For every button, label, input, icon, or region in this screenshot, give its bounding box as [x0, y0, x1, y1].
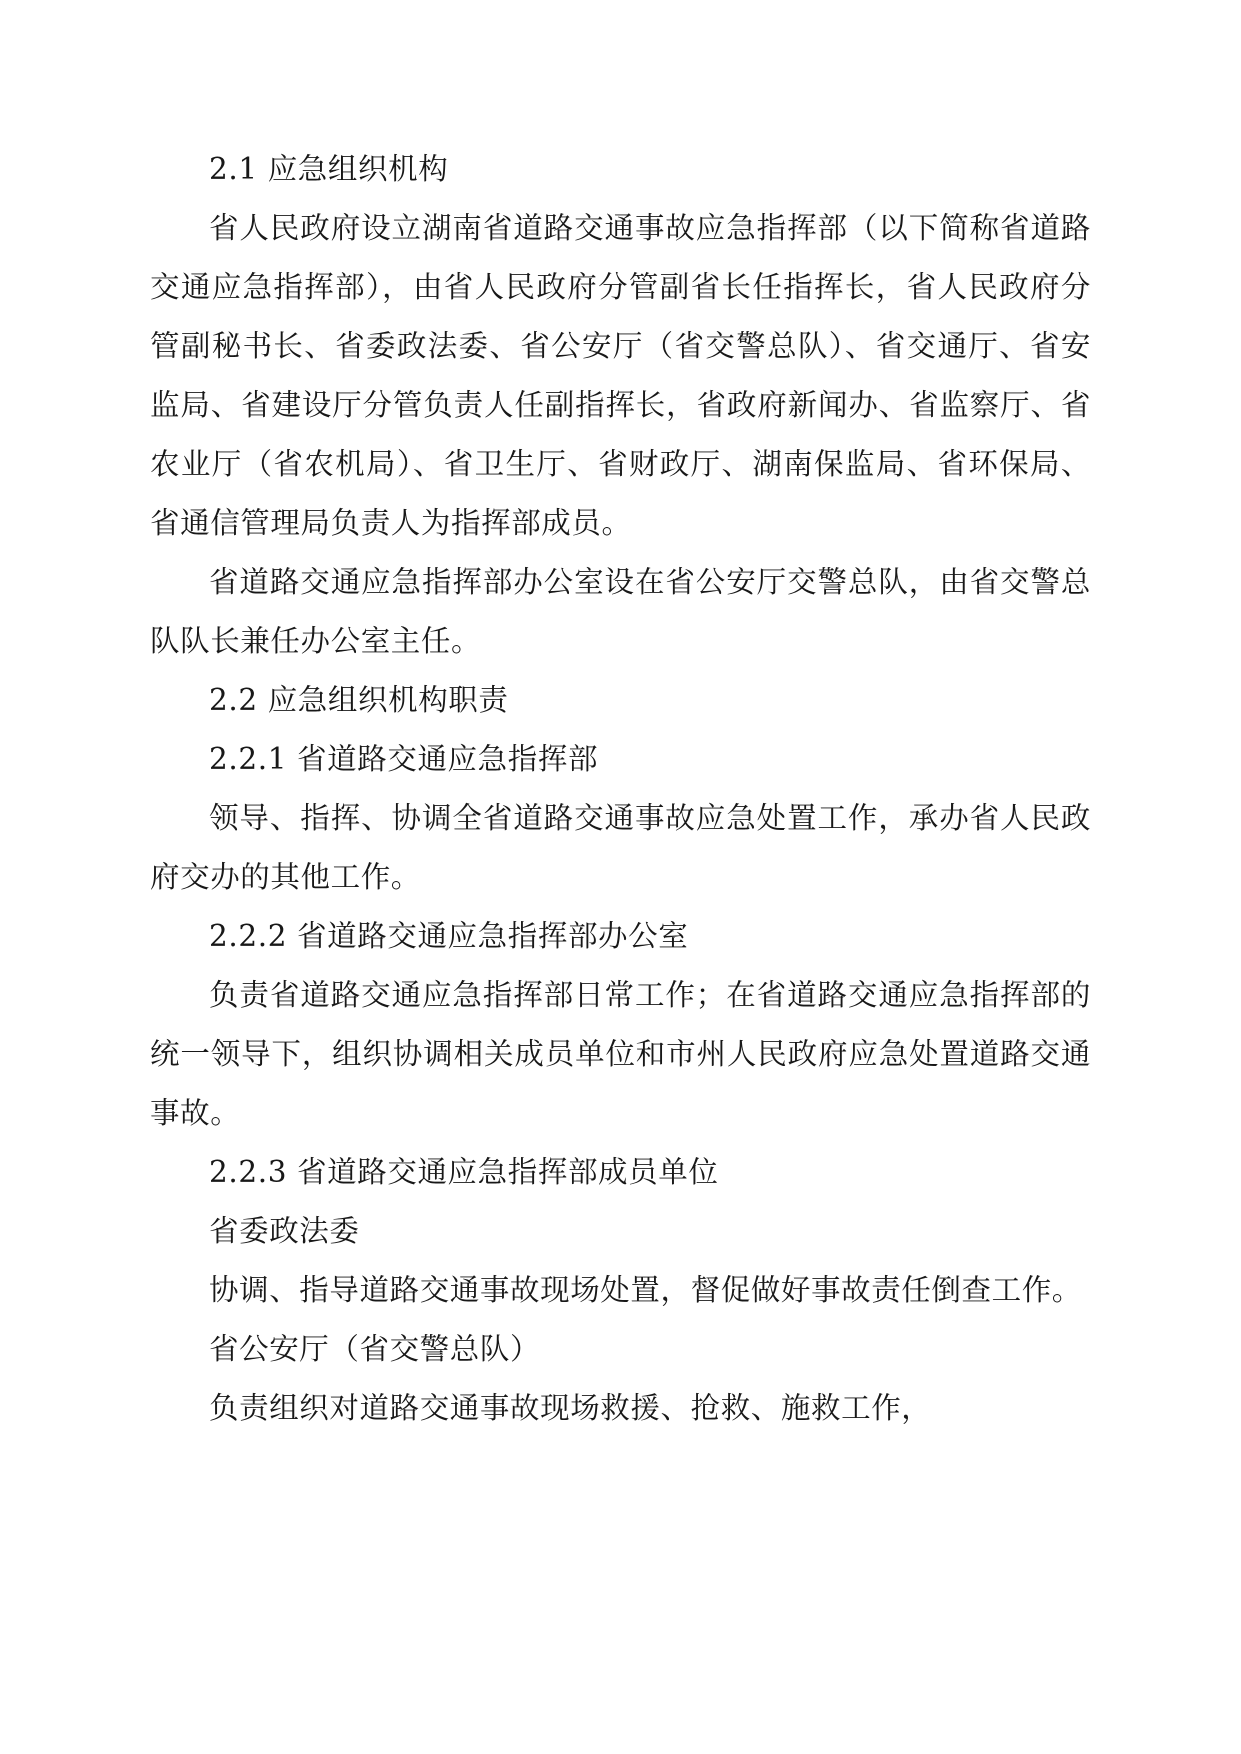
paragraph-office-location: 省道路交通应急指挥部办公室设在省公安厅交警总队，由省交警总队队长兼任办公室主任。 [150, 565, 1091, 658]
document-body [150, 140, 1091, 1438]
section-heading-2-1: 2.1 应急组织机构 [209, 152, 449, 186]
section-heading-2-2-1: 2.2.1 省道路交通应急指挥部 [209, 742, 599, 776]
member-unit-heading-politics-law: 省委政法委 [209, 1214, 360, 1248]
paragraph-public-security-duties: 负责组织对道路交通事故现场救援、抢救、施救工作， [209, 1391, 932, 1425]
member-unit-heading-public-security: 省公安厅（省交警总队） [209, 1332, 541, 1366]
section-heading-2-2: 2.2 应急组织机构职责 [209, 683, 509, 717]
paragraph-office-duties: 负责省道路交通应急指挥部日常工作；在省道路交通应急指挥部的统一领导下，组织协调相关成员单位和市州人民政府应急处置道路交通事故。 [150, 978, 1091, 1130]
paragraph-organization-composition: 省人民政府设立湖南省道路交通事故应急指挥部（以下简称省道路交通应急指挥部），由省人民政府分管副省长任指挥长，省人民政府分管副秘书长、省委政法委、省公安厅（省交警总队）、省交通厅、省安监局、省建设厅分管负责人任副指挥长，省政府新闻办、省监察厅、省农业厅（省农机局）、省卫生厅、省财政厅、湖南保监局、省环保局、省通信管理局负责人为指挥部成员。 [150, 211, 1091, 540]
section-heading-2-2-3: 2.2.3 省道路交通应急指挥部成员单位 [209, 1155, 719, 1189]
paragraph-politics-law-duties: 协调、指导道路交通事故现场处置，督促做好事故责任倒查工作。 [209, 1273, 1082, 1307]
paragraph-command-duties: 领导、指挥、协调全省道路交通事故应急处置工作，承办省人民政府交办的其他工作。 [150, 801, 1091, 894]
section-heading-2-2-2: 2.2.2 省道路交通应急指挥部办公室 [209, 919, 689, 953]
